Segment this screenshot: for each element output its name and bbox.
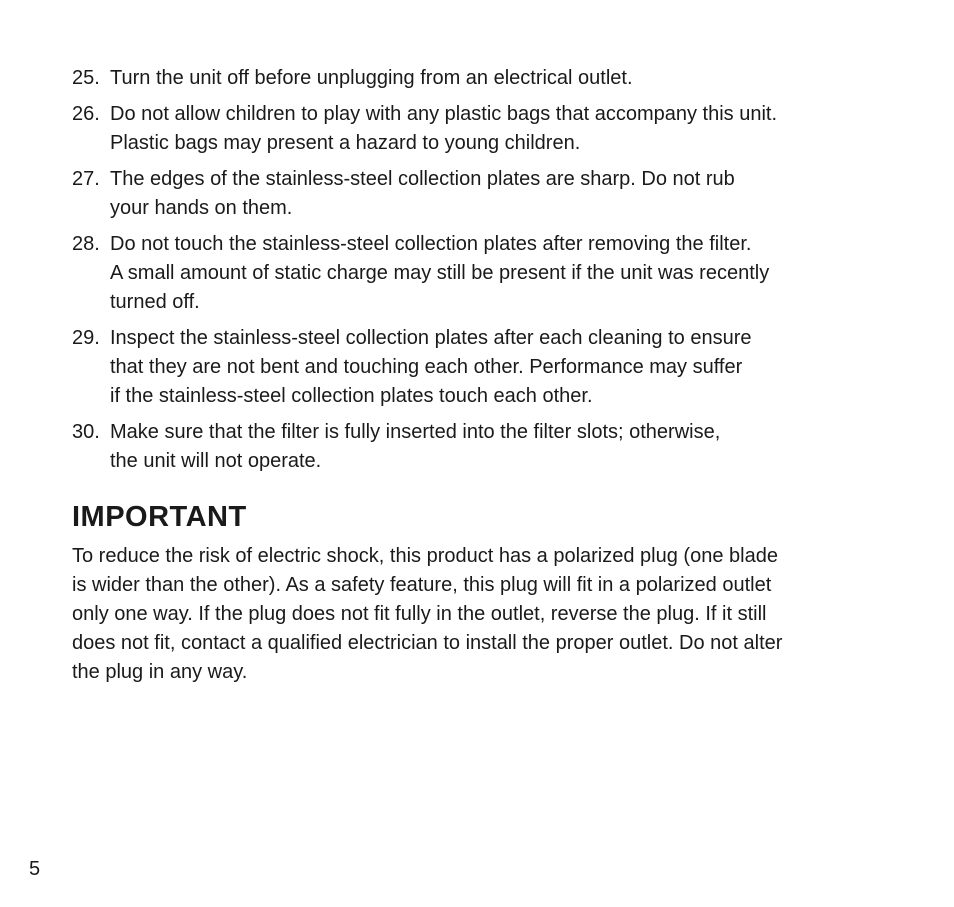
- item-line: Plastic bags may present a hazard to young children.: [110, 132, 581, 154]
- item-text: [110, 165, 872, 223]
- item-text: [110, 418, 872, 476]
- list-item: [72, 418, 872, 476]
- item-number: 26.: [72, 103, 100, 125]
- item-number: 27.: [72, 168, 100, 190]
- item-line: your hands on them.: [110, 197, 293, 219]
- item-text: [110, 64, 872, 93]
- item-line: if the stainless-steel collection plates touch each other.: [110, 385, 593, 407]
- item-line: Do not allow children to play with any plastic bags that accompany this unit.: [110, 103, 778, 125]
- list-item: [72, 165, 872, 223]
- item-line: Make sure that the filter is fully inserted into the filter slots; otherwise,: [110, 421, 721, 443]
- paragraph-line: is wider than the other). As a safety feature, this plug will fit in a polarized outlet: [72, 574, 772, 596]
- item-line: turned off.: [110, 291, 200, 313]
- list-item: [72, 100, 872, 158]
- item-line: Inspect the stainless-steel collection plates after each cleaning to ensure: [110, 327, 752, 349]
- paragraph-line: the plug in any way.: [72, 661, 248, 683]
- page-content: [72, 64, 872, 687]
- list-item: [72, 230, 872, 317]
- item-number: 25.: [72, 67, 100, 89]
- item-line: the unit will not operate.: [110, 450, 322, 472]
- list-item: [72, 64, 872, 93]
- item-text: [110, 230, 872, 317]
- item-number: 30.: [72, 421, 100, 443]
- item-text: [110, 100, 872, 158]
- item-text: [110, 324, 872, 411]
- paragraph-line: does not fit, contact a qualified electrician to install the proper outlet. Do not alter: [72, 632, 783, 654]
- paragraph-line: only one way. If the plug does not fit fully in the outlet, reverse the plug. If it still: [72, 603, 767, 625]
- list-item: [72, 324, 872, 411]
- important-heading: IMPORTANT: [72, 501, 247, 533]
- safety-instructions-list: [72, 64, 872, 476]
- item-number: 28.: [72, 233, 100, 255]
- item-line: Turn the unit off before unplugging from an electrical outlet.: [110, 67, 633, 89]
- item-line: that they are not bent and touching each other. Performance may suffer: [110, 356, 743, 378]
- page-number: 5: [29, 858, 41, 880]
- item-line: Do not touch the stainless-steel collection plates after removing the filter.: [110, 233, 752, 255]
- item-line: The edges of the stainless-steel collection plates are sharp. Do not rub: [110, 168, 735, 190]
- important-paragraph: [72, 542, 872, 687]
- item-number: 29.: [72, 327, 100, 349]
- item-line: A small amount of static charge may still be present if the unit was recently: [110, 262, 770, 284]
- paragraph-line: To reduce the risk of electric shock, this product has a polarized plug (one blade: [72, 545, 778, 567]
